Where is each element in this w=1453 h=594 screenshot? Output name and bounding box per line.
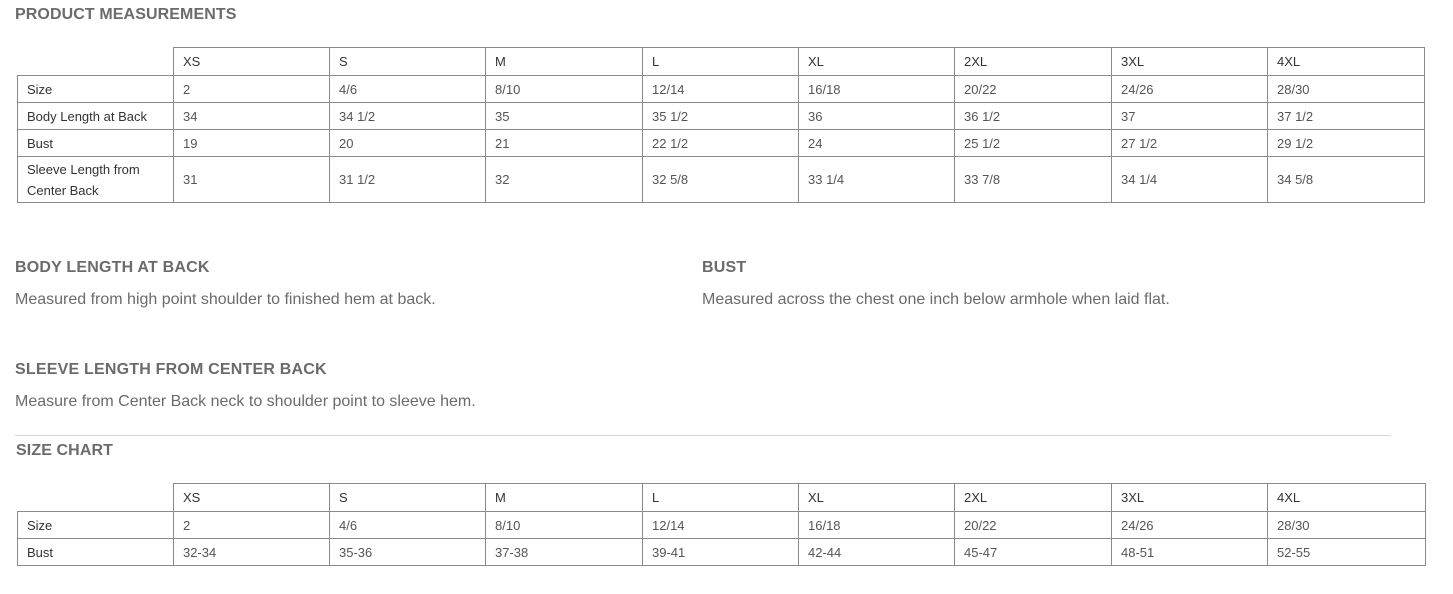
sleeve-length-definition-title: SLEEVE LENGTH FROM CENTER BACK bbox=[15, 361, 327, 378]
table-cell: 32 5/8 bbox=[643, 157, 799, 203]
table-cell: 31 1/2 bbox=[330, 157, 486, 203]
table-cell: 8/10 bbox=[486, 76, 643, 103]
table-cell: 35 bbox=[486, 103, 643, 130]
table-cell: 25 1/2 bbox=[955, 130, 1112, 157]
size-header-3xl: 3XL bbox=[1112, 48, 1268, 76]
table-cell: 24/26 bbox=[1112, 76, 1268, 103]
table-cell: 20 bbox=[330, 130, 486, 157]
table-cell: 28/30 bbox=[1268, 512, 1426, 539]
table-cell: 4/6 bbox=[330, 76, 486, 103]
size-header-2xl: 2XL bbox=[955, 48, 1112, 76]
table-cell: 37 bbox=[1112, 103, 1268, 130]
table-cell: 42-44 bbox=[799, 539, 955, 566]
row-label-size: Size bbox=[18, 512, 174, 539]
size-header-s: S bbox=[330, 484, 486, 512]
table-cell: 28/30 bbox=[1268, 76, 1425, 103]
size-header-s: S bbox=[330, 48, 486, 76]
row-label-size: Size bbox=[18, 76, 174, 103]
size-header-xl: XL bbox=[799, 48, 955, 76]
product-measurements-title: PRODUCT MEASUREMENTS bbox=[15, 6, 237, 23]
table-cell: 34 5/8 bbox=[1268, 157, 1425, 203]
size-header-xs: XS bbox=[174, 484, 330, 512]
row-label-body-length: Body Length at Back bbox=[18, 103, 174, 130]
table-cell: 21 bbox=[486, 130, 643, 157]
table-cell: 45-47 bbox=[955, 539, 1112, 566]
table-cell: 32-34 bbox=[174, 539, 330, 566]
table-row bbox=[18, 157, 1425, 203]
table-cell: 19 bbox=[174, 130, 330, 157]
body-length-definition-text: Measured from high point shoulder to finished hem at back. bbox=[15, 291, 436, 308]
table-cell: 29 1/2 bbox=[1268, 130, 1425, 157]
size-header-m: M bbox=[486, 48, 643, 76]
size-header-l: L bbox=[643, 484, 799, 512]
size-header-2xl: 2XL bbox=[955, 484, 1112, 512]
table-cell: 34 bbox=[174, 103, 330, 130]
table-cell: 33 7/8 bbox=[955, 157, 1112, 203]
table-cell: 2 bbox=[174, 512, 330, 539]
table-cell: 8/10 bbox=[486, 512, 643, 539]
table-cell: 4/6 bbox=[330, 512, 486, 539]
product-measurements-table bbox=[17, 47, 1425, 203]
table-row bbox=[18, 539, 1426, 566]
table-cell: 16/18 bbox=[799, 76, 955, 103]
table-row bbox=[18, 76, 1425, 103]
table-cell: 33 1/4 bbox=[799, 157, 955, 203]
size-header-xl: XL bbox=[799, 484, 955, 512]
header-corner-cell bbox=[18, 48, 174, 76]
table-cell: 34 1/4 bbox=[1112, 157, 1268, 203]
size-header-m: M bbox=[486, 484, 643, 512]
size-header-3xl: 3XL bbox=[1112, 484, 1268, 512]
table-cell: 37-38 bbox=[486, 539, 643, 566]
table-header-row bbox=[18, 484, 1426, 512]
size-header-xs: XS bbox=[174, 48, 330, 76]
bust-definition-title: BUST bbox=[702, 259, 747, 276]
table-cell: 35-36 bbox=[330, 539, 486, 566]
size-chart-title: SIZE CHART bbox=[16, 442, 113, 459]
table-row bbox=[18, 130, 1425, 157]
row-label-sleeve-length: Sleeve Length from Center Back bbox=[18, 157, 174, 203]
row-label-bust: Bust bbox=[18, 539, 174, 566]
table-cell: 20/22 bbox=[955, 512, 1112, 539]
table-cell: 52-55 bbox=[1268, 539, 1426, 566]
bust-definition-text: Measured across the chest one inch below armhole when laid flat. bbox=[702, 291, 1170, 308]
table-header-row bbox=[18, 48, 1425, 76]
table-cell: 2 bbox=[174, 76, 330, 103]
table-cell: 12/14 bbox=[643, 512, 799, 539]
size-header-4xl: 4XL bbox=[1268, 48, 1425, 76]
table-row bbox=[18, 103, 1425, 130]
table-cell: 36 1/2 bbox=[955, 103, 1112, 130]
table-cell: 20/22 bbox=[955, 76, 1112, 103]
sleeve-length-definition-text: Measure from Center Back neck to shoulder point to sleeve hem. bbox=[15, 393, 476, 410]
table-cell: 37 1/2 bbox=[1268, 103, 1425, 130]
table-cell: 24 bbox=[799, 130, 955, 157]
section-divider bbox=[15, 435, 1391, 436]
row-label-bust: Bust bbox=[18, 130, 174, 157]
table-cell: 12/14 bbox=[643, 76, 799, 103]
table-cell: 27 1/2 bbox=[1112, 130, 1268, 157]
table-cell: 35 1/2 bbox=[643, 103, 799, 130]
size-chart-table bbox=[17, 483, 1426, 566]
table-cell: 24/26 bbox=[1112, 512, 1268, 539]
body-length-definition-title: BODY LENGTH AT BACK bbox=[15, 259, 210, 276]
table-row bbox=[18, 512, 1426, 539]
table-cell: 31 bbox=[174, 157, 330, 203]
table-cell: 36 bbox=[799, 103, 955, 130]
table-cell: 34 1/2 bbox=[330, 103, 486, 130]
table-cell: 16/18 bbox=[799, 512, 955, 539]
header-corner-cell bbox=[18, 484, 174, 512]
size-header-4xl: 4XL bbox=[1268, 484, 1426, 512]
table-cell: 22 1/2 bbox=[643, 130, 799, 157]
size-header-l: L bbox=[643, 48, 799, 76]
table-cell: 39-41 bbox=[643, 539, 799, 566]
table-cell: 32 bbox=[486, 157, 643, 203]
table-cell: 48-51 bbox=[1112, 539, 1268, 566]
